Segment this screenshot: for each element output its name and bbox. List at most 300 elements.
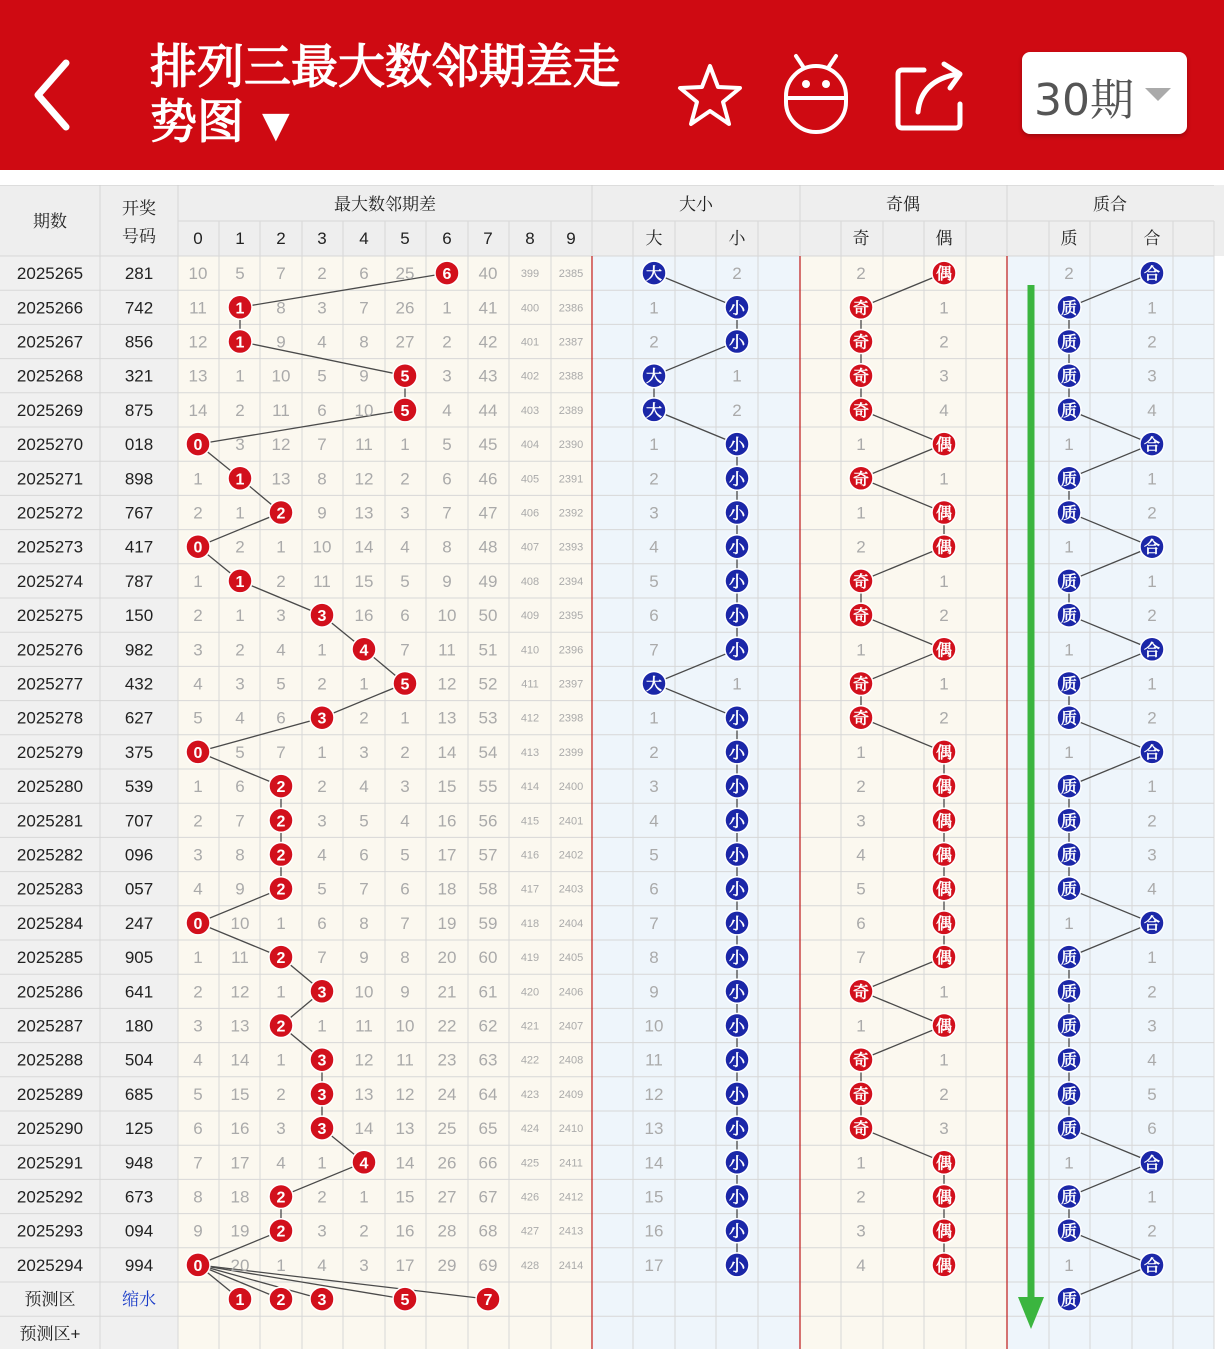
- page-title[interactable]: [150, 40, 620, 153]
- prime-ball-label: 质: [1060, 1121, 1078, 1139]
- diff-miss-cell: 15: [437, 777, 457, 797]
- diff-miss-cell: 6: [276, 708, 286, 728]
- diff-miss-cell: 12: [188, 332, 208, 352]
- oddeven-ball-label: 奇: [852, 710, 870, 728]
- back-arrow-icon[interactable]: [28, 55, 78, 135]
- diff-miss-cell: 414: [520, 781, 540, 794]
- prime-miss-cell: 5: [1147, 1084, 1157, 1104]
- draw-number-cell: 180: [124, 1016, 154, 1036]
- size-miss-cell: 6: [649, 879, 659, 899]
- prime-miss-cell: 1: [1147, 674, 1157, 694]
- diff-miss-cell: 1: [235, 606, 245, 626]
- diff-miss-cell: 6: [359, 845, 369, 865]
- dropdown-triangle-icon[interactable]: ▼: [262, 105, 290, 146]
- diff-miss-cell: 11: [355, 435, 373, 455]
- robot-icon[interactable]: [780, 52, 852, 136]
- diff-miss-cell: 3: [317, 811, 327, 831]
- diff-miss-cell: 2: [317, 674, 327, 694]
- oddeven-miss-cell: 1: [939, 1050, 949, 1070]
- oddeven-miss-cell: 2: [939, 708, 949, 728]
- diff-miss-cell: 9: [359, 366, 369, 386]
- size-ball-label: 小: [728, 334, 746, 352]
- prime-miss-cell: 3: [1147, 845, 1157, 865]
- size-ball-label: 小: [728, 710, 746, 728]
- draw-number-cell: 281: [124, 264, 154, 284]
- diff-miss-cell: 3: [317, 1221, 327, 1241]
- diff-miss-cell: 1: [317, 742, 327, 762]
- draw-number-cell: 673: [124, 1187, 154, 1207]
- size-ball-label: 小: [728, 881, 746, 899]
- diff-miss-cell: 399: [520, 268, 540, 281]
- diff-miss-cell: 58: [478, 879, 498, 899]
- diff-miss-cell: 5: [235, 742, 245, 762]
- diff-miss-cell: 14: [354, 1119, 374, 1139]
- diff-miss-cell: 5: [442, 435, 452, 455]
- size-miss-cell: 14: [644, 1153, 664, 1173]
- oddeven-ball-label: 偶: [935, 266, 953, 284]
- diff-miss-cell: 20: [230, 1255, 250, 1275]
- oddeven-ball-label: 偶: [935, 847, 953, 865]
- header-diff-col: 8: [525, 229, 535, 248]
- issue-cell: 2025291: [16, 1153, 84, 1173]
- diff-miss-cell: 8: [400, 948, 410, 968]
- oddeven-ball-label: 偶: [935, 1257, 953, 1275]
- header-diff-col: 3: [317, 229, 327, 248]
- diff-miss-cell: 57: [478, 845, 498, 865]
- diff-miss-cell: 4: [317, 332, 327, 352]
- oddeven-miss-cell: 5: [856, 879, 866, 899]
- issue-cell: 2025287: [16, 1016, 84, 1036]
- draw-number-cell: 150: [124, 606, 154, 626]
- diff-miss-cell: 1: [276, 1050, 286, 1070]
- header-prime-col: 合: [1143, 229, 1161, 248]
- oddeven-miss-cell: 1: [939, 298, 949, 318]
- diff-miss-cell: 7: [359, 298, 369, 318]
- size-miss-cell: 10: [644, 1016, 664, 1036]
- diff-miss-cell: 9: [442, 571, 452, 591]
- issue-cell: 2025294: [16, 1255, 84, 1275]
- diff-miss-cell: 4: [235, 708, 245, 728]
- diff-miss-cell: 14: [395, 1153, 415, 1173]
- diff-miss-cell: 2401: [558, 815, 584, 828]
- diff-miss-cell: 2: [442, 332, 452, 352]
- diff-ball-label: 1: [235, 334, 245, 352]
- diff-miss-cell: 5: [400, 571, 410, 591]
- diff-miss-cell: 44: [478, 400, 498, 420]
- diff-miss-cell: 2411: [559, 1157, 583, 1170]
- diff-miss-cell: 49: [478, 571, 498, 591]
- diff-miss-cell: 2: [193, 606, 203, 626]
- diff-ball-label: 1: [235, 300, 245, 318]
- diff-miss-cell: 2385: [558, 268, 584, 281]
- diff-ball-label: 2: [276, 1189, 286, 1207]
- prime-miss-cell: 1: [1064, 1255, 1074, 1275]
- diff-miss-cell: 53: [478, 708, 498, 728]
- size-ball-label: 小: [728, 1155, 746, 1173]
- oddeven-miss-cell: 2: [856, 264, 866, 284]
- diff-miss-cell: 7: [317, 435, 327, 455]
- diff-miss-cell: 8: [359, 913, 369, 933]
- diff-ball-label: 4: [359, 642, 369, 660]
- diff-miss-cell: 408: [520, 575, 540, 588]
- diff-miss-cell: 5: [317, 879, 327, 899]
- oddeven-ball-label: 奇: [852, 573, 870, 591]
- prime-ball-label: 质: [1060, 368, 1078, 386]
- share-icon[interactable]: [894, 60, 966, 132]
- diff-miss-cell: 2: [317, 1187, 327, 1207]
- oddeven-miss-cell: 1: [939, 674, 949, 694]
- diff-miss-cell: 1: [359, 674, 369, 694]
- diff-miss-cell: 426: [520, 1191, 540, 1204]
- diff-ball-label: 2: [276, 881, 286, 899]
- diff-miss-cell: 7: [193, 1153, 203, 1173]
- diff-miss-cell: 15: [395, 1187, 415, 1207]
- oddeven-ball-label: 偶: [935, 915, 953, 933]
- diff-miss-cell: 2406: [558, 986, 584, 999]
- diff-miss-cell: 17: [395, 1255, 415, 1275]
- oddeven-ball-label: 偶: [935, 881, 953, 899]
- header-group-prime: 质合: [1093, 195, 1127, 214]
- diff-miss-cell: 65: [478, 1119, 498, 1139]
- prime-ball-label: 质: [1060, 471, 1078, 489]
- diff-miss-cell: 16: [395, 1221, 415, 1241]
- draw-number-cell: 504: [124, 1050, 154, 1070]
- draw-number-cell: 982: [124, 640, 154, 660]
- size-ball-label: 小: [728, 437, 746, 455]
- issue-cell: 2025274: [16, 571, 84, 591]
- diff-miss-cell: 1: [276, 982, 286, 1002]
- diff-miss-cell: 1: [193, 571, 203, 591]
- size-ball-label: 小: [728, 1121, 746, 1139]
- issue-cell: 2025293: [16, 1221, 84, 1241]
- diff-miss-cell: 2: [400, 742, 410, 762]
- issue-cell: 2025278: [16, 708, 84, 728]
- oddeven-miss-cell: 3: [856, 811, 866, 831]
- diff-miss-cell: 4: [359, 777, 369, 797]
- oddeven-miss-cell: 1: [939, 571, 949, 591]
- draw-number-cell: 685: [124, 1084, 154, 1104]
- diff-miss-cell: 1: [442, 298, 452, 318]
- oddeven-miss-cell: 3: [939, 1119, 949, 1139]
- diff-ball-label: 1: [235, 471, 245, 489]
- draw-number-cell: 641: [124, 982, 154, 1002]
- diff-miss-cell: 62: [478, 1016, 498, 1036]
- header-diff-col: 2: [276, 229, 286, 248]
- issue-cell: 2025269: [16, 400, 84, 420]
- predict-ball-label: 3: [317, 1292, 327, 1310]
- header-group-size: 大小: [679, 195, 713, 214]
- diff-miss-cell: 50: [478, 606, 498, 626]
- prime-ball-label: 质: [1060, 505, 1078, 523]
- diff-miss-cell: 2: [317, 777, 327, 797]
- prime-ball-label: 质: [1060, 1223, 1078, 1241]
- header-diff-col: 5: [400, 229, 410, 248]
- draw-number-cell: 321: [124, 366, 154, 386]
- draw-number-cell: 627: [124, 708, 154, 728]
- diff-miss-cell: 409: [520, 610, 540, 623]
- diff-miss-cell: 67: [478, 1187, 498, 1207]
- diff-miss-cell: 422: [520, 1054, 540, 1067]
- diff-miss-cell: 3: [193, 640, 203, 660]
- oddeven-miss-cell: 2: [939, 1084, 949, 1104]
- diff-miss-cell: 2392: [558, 507, 584, 520]
- diff-miss-cell: 3: [359, 742, 369, 762]
- prime-miss-cell: 1: [1064, 742, 1074, 762]
- diff-miss-cell: 6: [400, 879, 410, 899]
- diff-miss-cell: 11: [272, 400, 290, 420]
- diff-miss-cell: 2386: [558, 302, 584, 315]
- draw-number-cell: 767: [124, 503, 154, 523]
- diff-miss-cell: 3: [400, 503, 410, 523]
- size-miss-cell: 7: [649, 640, 659, 660]
- issue-cell: 2025292: [16, 1187, 84, 1207]
- diff-miss-cell: 4: [400, 537, 410, 557]
- size-miss-cell: 11: [645, 1050, 663, 1070]
- diff-ball-label: 0: [193, 539, 203, 557]
- diff-miss-cell: 25: [395, 264, 415, 284]
- diff-miss-cell: 1: [193, 948, 203, 968]
- prime-ball-label: 质: [1060, 950, 1078, 968]
- prime-miss-cell: 6: [1147, 1119, 1157, 1139]
- diff-miss-cell: 4: [400, 811, 410, 831]
- oddeven-miss-cell: 3: [939, 366, 949, 386]
- oddeven-ball-label: 偶: [935, 505, 953, 523]
- diff-miss-cell: 2: [193, 503, 203, 523]
- oddeven-ball-label: 偶: [935, 1223, 953, 1241]
- prime-miss-cell: 1: [1147, 948, 1157, 968]
- issue-cell: 2025281: [16, 811, 84, 831]
- diff-miss-cell: 2400: [558, 781, 584, 794]
- diff-miss-cell: 13: [354, 1084, 374, 1104]
- diff-miss-cell: 5: [400, 845, 410, 865]
- draw-number-cell: 018: [124, 435, 154, 455]
- diff-miss-cell: 400: [520, 302, 540, 315]
- oddeven-ball-label: 奇: [852, 608, 870, 626]
- diff-miss-cell: 61: [478, 982, 498, 1002]
- diff-miss-cell: 54: [478, 742, 498, 762]
- diff-miss-cell: 412: [520, 712, 540, 725]
- oddeven-miss-cell: 2: [856, 777, 866, 797]
- draw-number-cell: 096: [124, 845, 154, 865]
- prime-ball-label: 合: [1143, 1257, 1161, 1275]
- diff-miss-cell: 1: [359, 1187, 369, 1207]
- size-ball-label: 小: [728, 915, 746, 933]
- issue-cell: 2025283: [16, 879, 84, 899]
- prime-miss-cell: 4: [1147, 1050, 1157, 1070]
- diff-miss-cell: 12: [395, 1084, 415, 1104]
- diff-miss-cell: 9: [317, 503, 327, 523]
- diff-miss-cell: 2387: [558, 336, 584, 349]
- diff-miss-cell: 421: [520, 1020, 540, 1033]
- issue-cell: 2025265: [16, 264, 84, 284]
- predict-shrink-link[interactable]: 缩水: [122, 1290, 156, 1310]
- oddeven-miss-cell: 1: [856, 503, 866, 523]
- diff-miss-cell: 42: [478, 332, 498, 352]
- diff-miss-cell: 1: [317, 640, 327, 660]
- oddeven-miss-cell: 3: [856, 1221, 866, 1241]
- size-miss-cell: 5: [649, 571, 659, 591]
- prime-ball-label: 合: [1143, 539, 1161, 557]
- diff-miss-cell: 413: [520, 746, 540, 759]
- diff-miss-cell: 22: [437, 1016, 457, 1036]
- size-ball-label: 小: [728, 300, 746, 318]
- diff-miss-cell: 4: [193, 1050, 203, 1070]
- size-ball-label: 小: [728, 505, 746, 523]
- size-ball-label: 小: [728, 847, 746, 865]
- diff-miss-cell: 13: [188, 366, 208, 386]
- diff-miss-cell: 403: [520, 404, 540, 417]
- prime-ball-label: 合: [1143, 266, 1161, 284]
- draw-number-cell: 057: [124, 879, 154, 899]
- diff-miss-cell: 405: [520, 473, 540, 486]
- diff-miss-cell: 2394: [558, 575, 584, 588]
- prime-miss-cell: 2: [1064, 264, 1074, 284]
- prime-ball-label: 质: [1060, 573, 1078, 591]
- diff-miss-cell: 2393: [558, 541, 584, 554]
- diff-miss-cell: 3: [276, 606, 286, 626]
- size-ball-label: 小: [728, 779, 746, 797]
- diff-miss-cell: 2408: [558, 1054, 584, 1067]
- diff-miss-cell: 2404: [558, 917, 584, 930]
- prime-miss-cell: 2: [1147, 811, 1157, 831]
- size-ball-label: 小: [728, 642, 746, 660]
- diff-miss-cell: 12: [354, 1050, 374, 1070]
- diff-miss-cell: 10: [271, 366, 291, 386]
- diff-miss-cell: 1: [193, 777, 203, 797]
- size-miss-cell: 1: [649, 298, 659, 318]
- diff-ball-label: 0: [193, 437, 203, 455]
- issue-cell: 2025266: [16, 298, 84, 318]
- oddeven-miss-cell: 1: [856, 1016, 866, 1036]
- size-ball-label: 小: [728, 1257, 746, 1275]
- oddeven-ball-label: 奇: [852, 1121, 870, 1139]
- prime-ball-label: 质: [1060, 608, 1078, 626]
- diff-miss-cell: 12: [437, 674, 457, 694]
- prime-ball-label: 质: [1060, 300, 1078, 318]
- header-issue: 期数: [33, 212, 67, 231]
- prime-ball-label: 质: [1060, 1086, 1078, 1104]
- diff-miss-cell: 4: [317, 845, 327, 865]
- star-icon[interactable]: [676, 62, 744, 130]
- diff-miss-cell: 3: [359, 1255, 369, 1275]
- header-size-col: 大: [645, 229, 663, 248]
- diff-miss-cell: 8: [442, 537, 452, 557]
- diff-miss-cell: 2412: [558, 1191, 584, 1204]
- diff-miss-cell: 5: [276, 674, 286, 694]
- draw-number-cell: 375: [124, 742, 154, 762]
- oddeven-ball-label: 奇: [852, 1052, 870, 1070]
- header-diff-col: 6: [442, 229, 452, 248]
- diff-miss-cell: 13: [437, 708, 457, 728]
- diff-miss-cell: 46: [478, 469, 498, 489]
- diff-miss-cell: 10: [312, 537, 332, 557]
- diff-miss-cell: 7: [235, 811, 245, 831]
- header-prime-col: 质: [1060, 229, 1078, 248]
- oddeven-miss-cell: 6: [856, 913, 866, 933]
- prime-ball-label: 合: [1143, 915, 1161, 933]
- diff-miss-cell: 7: [359, 879, 369, 899]
- issue-cell: 2025272: [16, 503, 84, 523]
- issue-cell: 2025280: [16, 777, 84, 797]
- size-miss-cell: 2: [649, 742, 659, 762]
- diff-miss-cell: 14: [230, 1050, 250, 1070]
- header-draw-line1: 开奖: [122, 199, 156, 218]
- prime-miss-cell: 2: [1147, 332, 1157, 352]
- diff-miss-cell: 419: [520, 952, 540, 965]
- title-line-1: 排列三最大数邻期差走: [150, 40, 620, 95]
- header-oddeven-col: 偶: [935, 229, 953, 248]
- diff-miss-cell: 18: [437, 879, 457, 899]
- diff-miss-cell: 69: [478, 1255, 498, 1275]
- size-miss-cell: 5: [649, 845, 659, 865]
- size-ball-label: 小: [728, 471, 746, 489]
- diff-miss-cell: 29: [437, 1255, 457, 1275]
- diff-miss-cell: 7: [317, 948, 327, 968]
- diff-miss-cell: 9: [235, 879, 245, 899]
- oddeven-miss-cell: 4: [856, 845, 866, 865]
- size-miss-cell: 1: [649, 435, 659, 455]
- size-ball-label: 大: [645, 676, 663, 694]
- diff-miss-cell: 9: [193, 1221, 203, 1241]
- size-miss-cell: 1: [649, 708, 659, 728]
- size-ball-label: 小: [728, 1086, 746, 1104]
- diff-miss-cell: 12: [354, 469, 374, 489]
- diff-miss-cell: 7: [276, 264, 286, 284]
- predict-prime-ball-label: 质: [1060, 1292, 1078, 1310]
- prime-ball-label: 合: [1143, 1155, 1161, 1173]
- issue-cell: 2025268: [16, 366, 84, 386]
- diff-miss-cell: 4: [193, 674, 203, 694]
- diff-ball-label: 3: [317, 1121, 327, 1139]
- diff-miss-cell: 2405: [558, 952, 584, 965]
- left-column-background: [0, 256, 178, 1349]
- diff-miss-cell: 48: [478, 537, 498, 557]
- diff-miss-cell: 28: [437, 1221, 457, 1241]
- prime-ball-label: 质: [1060, 710, 1078, 728]
- diff-miss-cell: 4: [276, 640, 286, 660]
- prime-ball-label: 质: [1060, 676, 1078, 694]
- oddeven-ball-label: 奇: [852, 402, 870, 420]
- prime-miss-cell: 1: [1064, 1153, 1074, 1173]
- header-oddeven-col: 奇: [852, 229, 870, 248]
- diff-miss-cell: 1: [276, 913, 286, 933]
- issue-cell: 2025275: [16, 606, 84, 626]
- diff-miss-cell: 7: [400, 640, 410, 660]
- diff-miss-cell: 13: [354, 503, 374, 523]
- diff-miss-cell: 2403: [558, 883, 584, 896]
- prime-ball-label: 质: [1060, 1052, 1078, 1070]
- period-selector[interactable]: [1022, 52, 1187, 134]
- size-ball-label: 小: [728, 813, 746, 831]
- diff-miss-cell: 14: [188, 400, 208, 420]
- dropdown-caret-icon: [1145, 88, 1171, 101]
- app-header: [0, 0, 1224, 170]
- diff-miss-cell: 416: [520, 849, 540, 862]
- diff-ball-label: 3: [317, 1052, 327, 1070]
- diff-miss-cell: 2397: [558, 678, 584, 691]
- diff-miss-cell: 1: [193, 469, 203, 489]
- diff-miss-cell: 1: [317, 1016, 327, 1036]
- oddeven-miss-cell: 2: [856, 537, 866, 557]
- diff-miss-cell: 9: [276, 332, 286, 352]
- issue-cell: 2025276: [16, 640, 84, 660]
- diff-miss-cell: 1: [400, 435, 410, 455]
- oddeven-ball-label: 偶: [935, 779, 953, 797]
- diff-miss-cell: 18: [230, 1187, 250, 1207]
- diff-miss-cell: 5: [193, 1084, 203, 1104]
- prime-miss-cell: 1: [1147, 571, 1157, 591]
- prime-miss-cell: 1: [1064, 913, 1074, 933]
